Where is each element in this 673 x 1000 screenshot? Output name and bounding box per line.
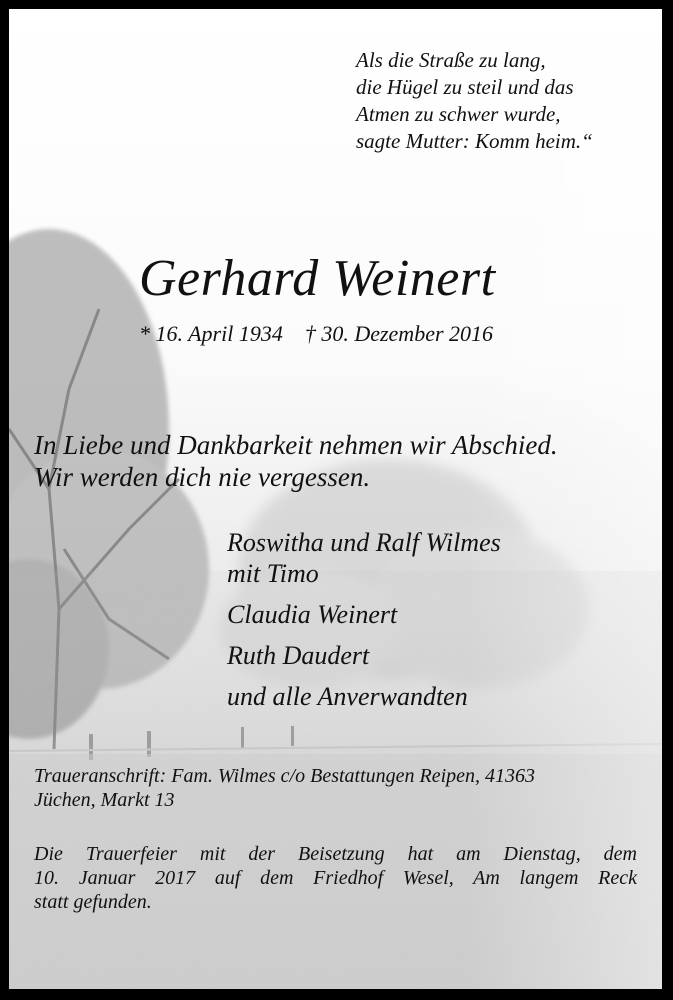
- mourner-name: Roswitha und Ralf Wilmes: [227, 528, 501, 557]
- obituary-card: [9, 9, 662, 989]
- poem-line: die Hügel zu steil und das: [356, 75, 574, 99]
- poem-line: Atmen zu schwer wurde,: [356, 102, 561, 126]
- farewell-line: In Liebe und Dankbarkeit nehmen wir Abschied.: [34, 430, 558, 460]
- ceremony-line: Die Trauerfeier mit der Beisetzung hat am Dienstag, dem: [34, 843, 637, 865]
- ceremony-line: 10. Januar 2017 auf dem Friedhof Wesel, Am langem Reck: [34, 867, 637, 889]
- ceremony-line: statt gefunden.: [34, 891, 152, 913]
- mourners-list: [227, 527, 501, 712]
- address-line: Traueranschrift: Fam. Wilmes c/o Bestattungen Reipen, 41363: [34, 765, 536, 787]
- poem-quote: [356, 47, 593, 155]
- deceased-name: Gerhard Weinert: [139, 250, 496, 307]
- mourning-address: [34, 764, 535, 812]
- farewell-text: [34, 429, 558, 493]
- poem-line: Als die Straße zu lang,: [356, 48, 546, 72]
- ceremony-notice: [34, 842, 637, 914]
- farewell-line: Wir werden dich nie vergessen.: [34, 462, 371, 492]
- mourner-name: Ruth Daudert: [227, 641, 370, 670]
- mourner-name: und alle Anverwandten: [227, 682, 468, 711]
- poem-line: sagte Mutter: Komm heim.“: [356, 129, 593, 153]
- mourner-name: Claudia Weinert: [227, 600, 398, 629]
- life-dates: [139, 321, 493, 347]
- mourner-name: mit Timo: [227, 559, 319, 588]
- death-date: † 30. Dezember 2016: [304, 321, 494, 346]
- address-line: Jüchen, Markt 13: [34, 789, 175, 811]
- birth-date: * 16. April 1934: [139, 321, 283, 346]
